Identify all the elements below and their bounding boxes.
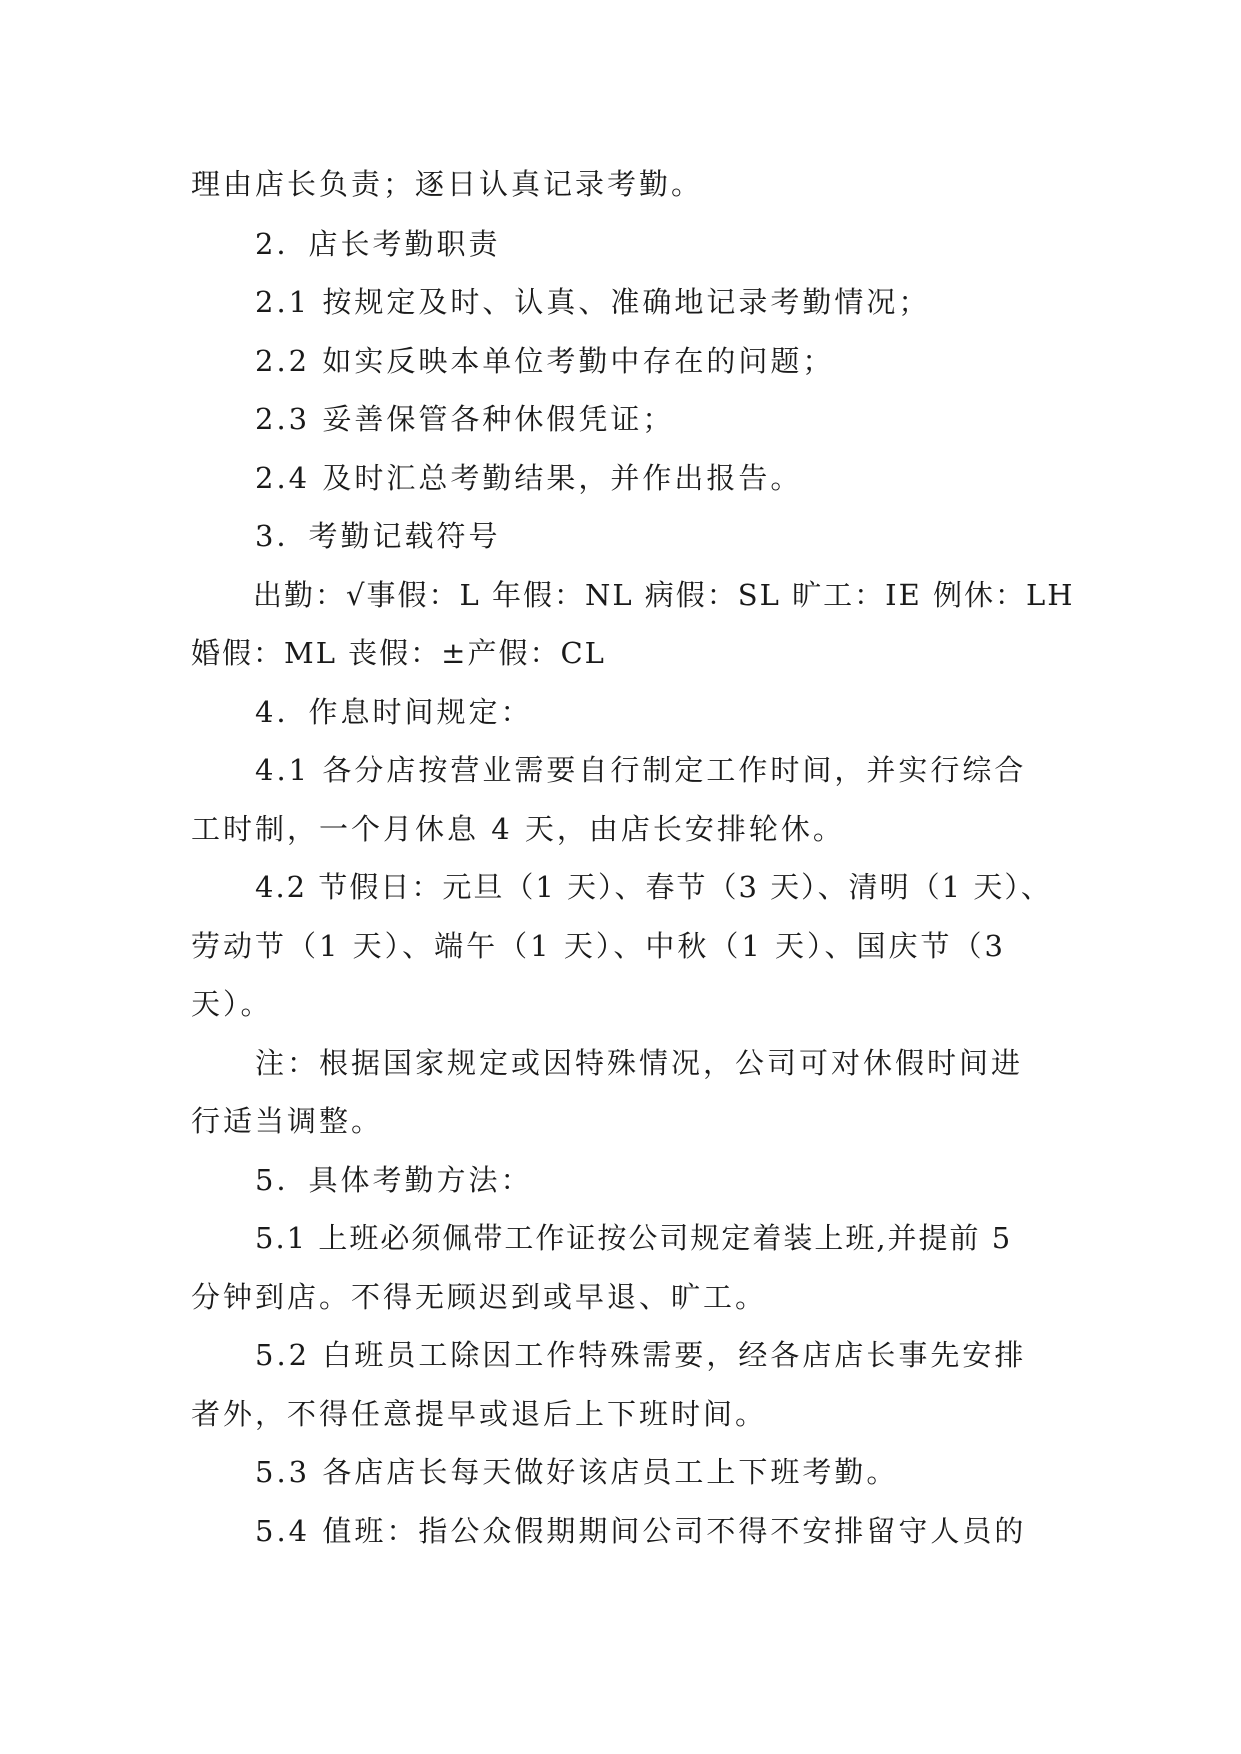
text-line: 工时制，一个月休息 4 天，由店长安排轮休。 [191,812,845,846]
text-line: 2.4 及时汇总考勤结果，并作出报告。 [255,461,803,495]
text-line: 5.3 各店店长每天做好该店员工上下班考勤。 [255,1455,899,1489]
text-line: 行适当调整。 [191,1104,384,1138]
text-line: 4.2 节假日：元旦（1 天）、春节（3 天）、清明（1 天）、 [255,870,1052,904]
text-line: 出勤：√事假：L 年假：NL 病假：SL 旷工：IE 例休：LH [253,578,1075,612]
text-line: 2.2 如实反映本单位考勤中存在的问题； [255,344,835,378]
section-heading: 4．作息时间规定： [255,695,533,729]
section-heading: 5．具体考勤方法： [255,1163,533,1197]
text-line: 天）。 [191,987,273,1021]
text-line: 5.2 白班员工除因工作特殊需要，经各店店长事先安排 [255,1338,1027,1372]
text-line: 分钟到店。不得无顾迟到或早退、旷工。 [191,1280,768,1314]
section-heading: 2．店长考勤职责 [255,227,501,261]
text-line: 劳动节（1 天）、端午（1 天）、中秋（1 天）、国庆节（3 [191,929,1006,963]
text-line: 2.1 按规定及时、认真、准确地记录考勤情况； [255,285,931,319]
text-line: 2.3 妥善保管各种休假凭证； [255,402,675,436]
text-line: 注：根据国家规定或因特殊情况，公司可对休假时间进 [255,1046,1024,1080]
section-heading: 3．考勤记载符号 [255,519,501,553]
text-line: 4.1 各分店按营业需要自行制定工作时间，并实行综合 [255,753,1027,787]
text-line: 婚假：ML 丧假：±产假：CL [191,636,606,670]
text-line: 理由店长负责；逐日认真记录考勤。 [191,167,704,201]
text-line: 5.1 上班必须佩带工作证按公司规定着装上班,并提前 5 [255,1221,1013,1255]
text-line: 者外，不得任意提早或退后上下班时间。 [191,1397,768,1431]
text-line: 5.4 值班：指公众假期期间公司不得不安排留守人员的 [255,1514,1027,1548]
